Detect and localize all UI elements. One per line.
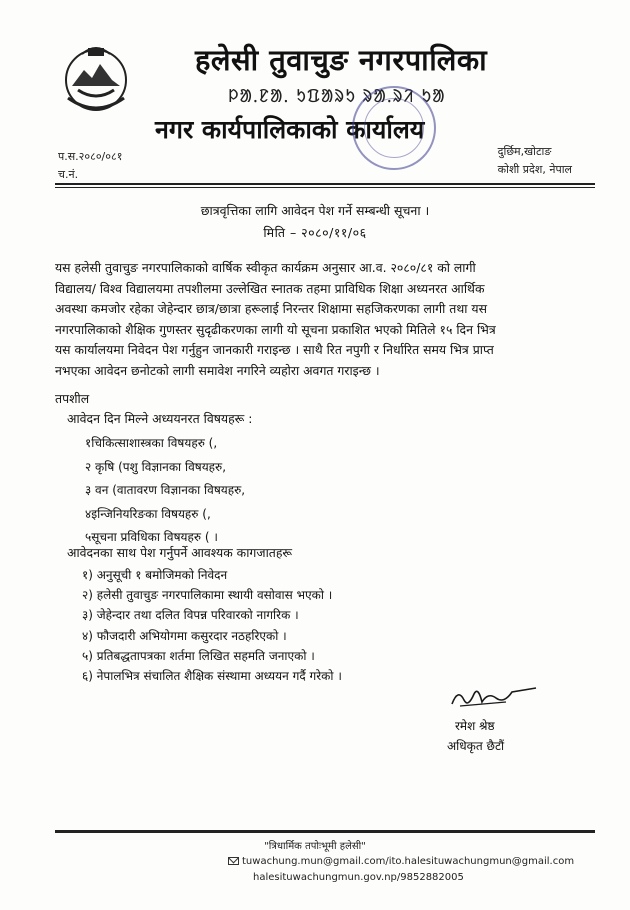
dispatch-number: च.नं. (58, 168, 79, 181)
body-line: यस कार्यालयमा निवेदन पेश गर्नुहुन जानकारी गराइन्छ । साथै रित नपुगी र निर्धारित समय भित्र प्राप्त (55, 342, 494, 357)
list-item: ४इन्जिनियरिङका विषयहरु (, (85, 506, 211, 521)
mail-icon (228, 857, 239, 865)
header-divider (55, 183, 595, 185)
reference-block (58, 148, 122, 184)
official-seal-icon (352, 86, 436, 170)
list-item: १चिकित्साशास्त्रका विषयहरु (, (85, 436, 218, 450)
email-text[interactable]: tuwachung.mun@gmail.com/ito.halesituwachungmun@gmail.com (242, 856, 575, 867)
list-item: ३ वन (वातावरण विज्ञानका विषयहरु, (85, 483, 246, 497)
handwritten-signature-icon (446, 684, 542, 712)
municipality-name-script: ᱞᱟᱹᱱᱟᱹ ᱩᱯᱟᱨᱩ ᱨᱟᱹᱨᱤ ᱩᱟ (228, 86, 446, 107)
address-block (498, 143, 572, 179)
footer-motto: "त्रिधार्मिक तपोःभूमी हलेसी" (264, 841, 366, 852)
subjects-heading: आवेदन दिन मिल्ने अध्ययनरत विषयहरू : (67, 411, 253, 426)
body-line: यस हलेसी तुवाचुङ नगरपालिकाको वार्षिक स्वीकृत कार्यक्रम अनुसार आ.व. २०८०/८१ को लागी (55, 260, 476, 275)
documents-list (82, 565, 342, 686)
header-divider-thin (55, 187, 595, 188)
body-line: विद्यालय/ विश्व विद्यालयमा तपशीलमा उल्लेखित स्नातक तहमा प्राविधिक शिक्षा अध्यनरत आर्थिक (55, 280, 485, 296)
body-line: अवस्था कमजोर रहेका जेहेन्दार छात्र/छात्रा हरूलाई निरन्तर शिक्षामा सहजिकरणका लागी तथा यस (55, 301, 487, 316)
list-item: ३) जेहेन्दार तथा दलित विपन्न परिवारको नागरिक । (82, 608, 299, 623)
list-item: १) अनुसूची १ बमोजिमको निवेदन (82, 568, 228, 582)
reference-number: प.स.२०८०/०८१ (58, 150, 123, 163)
list-item: ५) प्रतिबद्धतापत्रका शर्तमा लिखित सहमति जनाएको । (82, 648, 315, 663)
subjects-list (85, 432, 245, 550)
address-line-1: दुर्छिम,खोटाङ (497, 145, 552, 158)
list-item: ६) नेपालभित्र संचालित शैक्षिक संस्थामा अध्ययन गर्दै गरेको । (82, 669, 342, 684)
list-item: ४) फौजदारी अभियोगमा कसुरदार नठहरिएको । (82, 628, 287, 643)
notice-subject: छात्रवृत्तिका लागि आवेदन पेश गर्ने सम्बन्धी सूचना । (200, 203, 430, 218)
address-line-2: कोशी प्रदेश, नेपाल (497, 163, 572, 176)
nepal-emblem-icon (58, 40, 134, 116)
contact-website-phone[interactable]: halesituwachungmun.gov.np/9852882005 (253, 872, 464, 883)
list-item: २) हलेसी तुवाचुङ नगरपालिकामा स्थायी वसोवास भएको । (82, 588, 333, 603)
footer-divider (55, 830, 595, 833)
body-line: नगरपालिकाको शैक्षिक गुणस्तर सुदृढीकरणका लागी यो सूचना प्रकाशित भएको मितिले १५ दिन भित्र (55, 321, 496, 337)
signatory-name: रमेश श्रेष्ठ (455, 719, 495, 733)
documents-heading: आवेदनका साथ पेश गर्नुपर्ने आवश्यक कागजातहरू (67, 545, 293, 560)
list-item: ५सूचना प्रविधिका विषयहरु ( । (85, 530, 218, 544)
municipality-name: हलेसी तुवाचुङ नगरपालिका (195, 43, 488, 77)
notice-body (55, 258, 593, 381)
notice-date: मिति – २०८०/११/०६ (263, 225, 367, 240)
list-item: २ कृषि (पशु विज्ञानका विषयहरु, (85, 459, 227, 474)
office-name: नगर कार्यपालिकाको कार्यालय (155, 115, 425, 144)
details-heading: तपशील (55, 391, 90, 406)
contact-emails (228, 856, 574, 867)
signatory-title: अधिकृत छैटौं (447, 739, 505, 753)
body-line: नभएका आवेदन छनोटको लागी समावेश नगरिने व्यहोरा अवगत गराइन्छ । (55, 362, 380, 378)
